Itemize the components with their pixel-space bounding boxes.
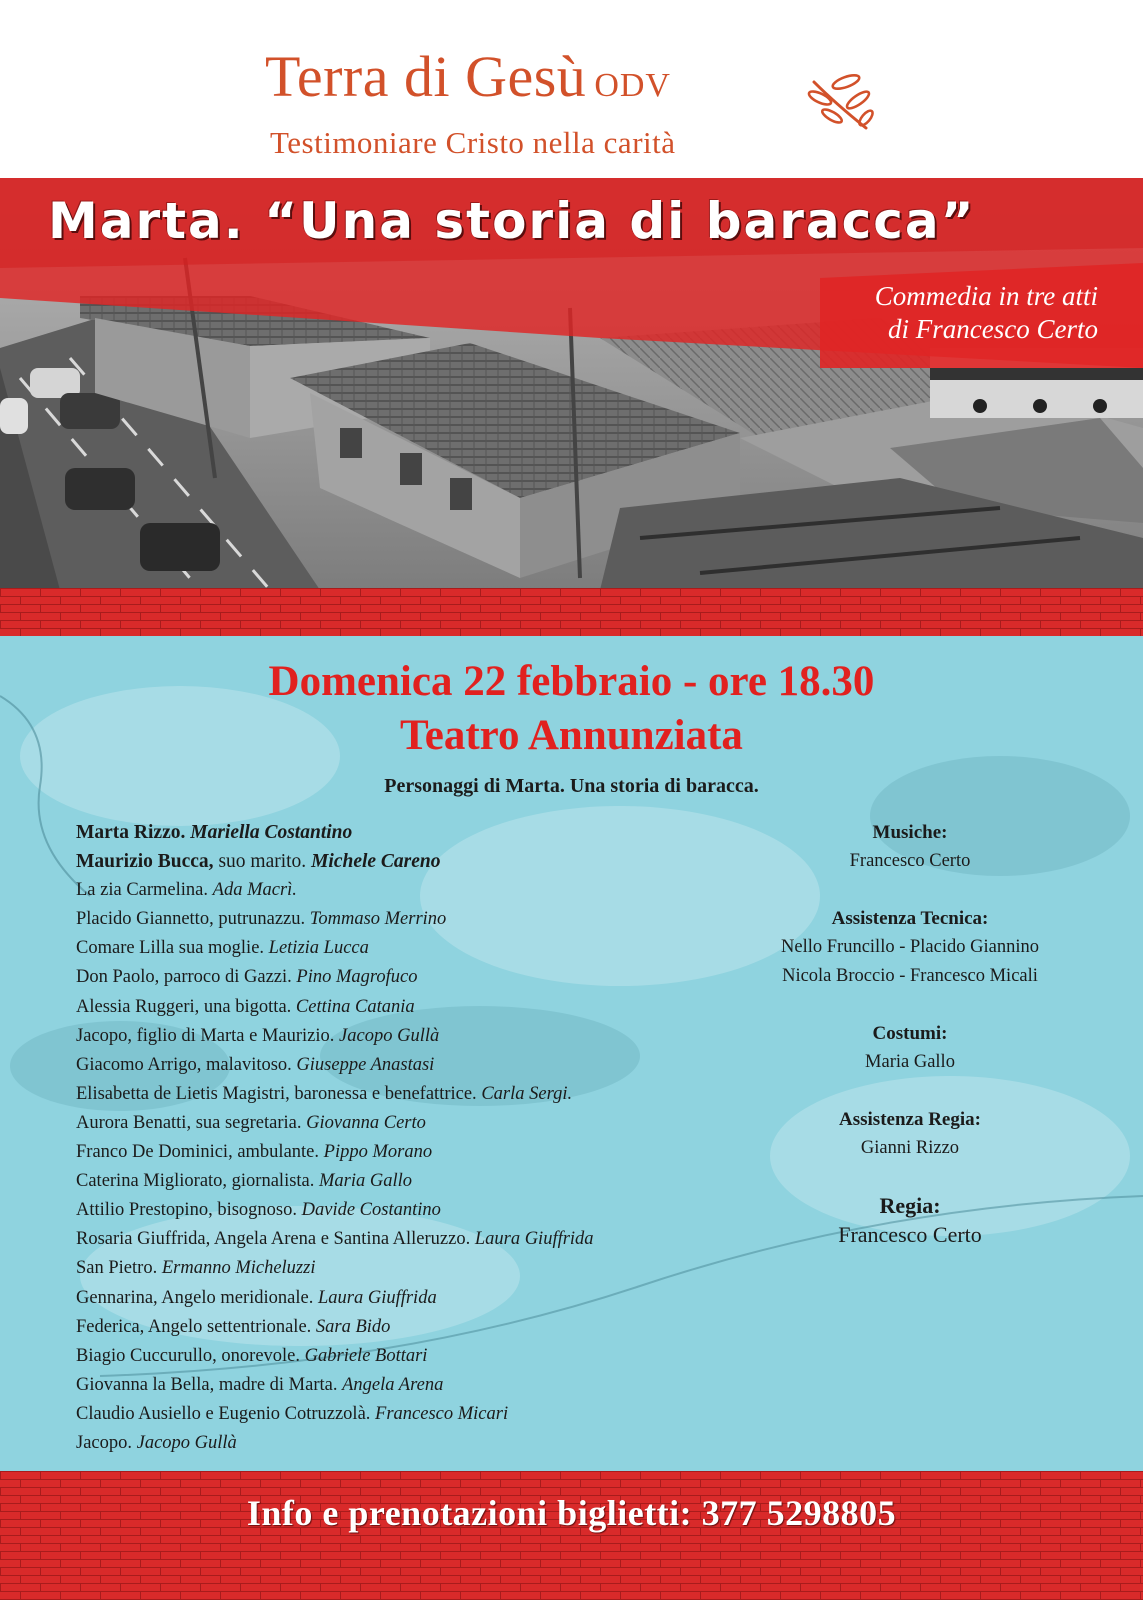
cast-row: Rosaria Giuffrida, Angela Arena e Santina Alleruzzo. Laura Giuffrida bbox=[76, 1229, 594, 1250]
show-title: Marta. “Una storia di baracca” bbox=[48, 192, 976, 250]
cast-row: Biagio Cuccurullo, onorevole. Gabriele Bottari bbox=[76, 1345, 428, 1366]
cast-row: Claudio Ausiello e Eugenio Cotruzzolà. Francesco Micari bbox=[76, 1403, 509, 1424]
cast-row: Giovanna la Bella, madre di Marta. Angela Arena bbox=[76, 1374, 444, 1395]
credit-director bbox=[720, 1191, 1100, 1249]
actor-name: Angela Arena bbox=[342, 1374, 444, 1395]
actor-name: Ada Macrì. bbox=[212, 880, 297, 901]
cast-row: La zia Carmelina. Ada Macrì. bbox=[76, 880, 297, 901]
actor-name: Pippo Morano bbox=[323, 1142, 433, 1163]
show-subtitle bbox=[678, 280, 1098, 346]
cast-row: Gennarina, Angelo meridionale. Laura Giuffrida bbox=[76, 1287, 437, 1308]
credit-line: Nello Fruncillo - Placido Giannino bbox=[781, 937, 1039, 957]
cast-row: Franco De Dominici, ambulante. Pippo Morano bbox=[76, 1142, 433, 1163]
actor-name: Francesco Micari bbox=[375, 1403, 509, 1424]
credit-line: Nicola Broccio - Francesco Micali bbox=[782, 966, 1038, 986]
credit-line: Maria Gallo bbox=[865, 1052, 955, 1072]
actor-name: Giuseppe Anastasi bbox=[296, 1054, 435, 1075]
cast-row: San Pietro. Ermanno Micheluzzi bbox=[76, 1258, 316, 1279]
actor-name: Jacopo Gullà bbox=[136, 1432, 237, 1453]
org-suffix: ODV bbox=[594, 67, 671, 104]
actor-name: Maria Gallo bbox=[319, 1171, 413, 1192]
credit-title: Musiche: bbox=[872, 822, 948, 843]
actor-name: Sara Bido bbox=[315, 1316, 391, 1337]
actor-name: Pino Magrofuco bbox=[296, 967, 418, 988]
credit-tech bbox=[720, 904, 1100, 991]
actor-name: Tommaso Merrino bbox=[309, 909, 447, 930]
actor-name: Mariella Costantino bbox=[190, 822, 353, 843]
actor-name: Cettina Catania bbox=[295, 996, 415, 1017]
cast-row: Jacopo. Jacopo Gullà bbox=[76, 1432, 237, 1453]
cast-row: Elisabetta de Lietis Magistri, baronessa e benefattrice. Carla Sergi. bbox=[76, 1083, 573, 1104]
credit-title: Regia: bbox=[879, 1193, 941, 1218]
booking-info: Info e prenotazioni biglietti: 377 5298805 bbox=[246, 1493, 897, 1533]
credit-title: Costumi: bbox=[872, 1023, 948, 1044]
olive-branch-icon bbox=[806, 68, 876, 134]
actor-name: Laura Giuffrida bbox=[317, 1287, 437, 1308]
actor-name: Laura Giuffrida bbox=[474, 1229, 594, 1250]
cast-row: Comare Lilla sua moglie. Letizia Lucca bbox=[76, 938, 369, 959]
cast-row: Don Paolo, parroco di Gazzi. Pino Magrofuco bbox=[76, 967, 418, 988]
event-venue: Teatro Annunziata bbox=[400, 712, 743, 759]
cast-row: Jacopo, figlio di Marta e Maurizio. Jacopo Gullà bbox=[76, 1025, 440, 1046]
actor-name: Ermanno Micheluzzi bbox=[161, 1258, 316, 1279]
cast-row: Placido Giannetto, putrunazzu. Tommaso Merrino bbox=[76, 909, 447, 930]
show-subtitle-line2: di Francesco Certo bbox=[888, 314, 1098, 344]
credit-line: Gianni Rizzo bbox=[860, 1138, 960, 1158]
credit-title: Assistenza Tecnica: bbox=[831, 908, 989, 929]
credits bbox=[720, 818, 1100, 1277]
cast-row: Federica, Angelo settentrionale. Sara Bido bbox=[76, 1316, 391, 1337]
actor-name: Michele Careno bbox=[311, 851, 441, 873]
actor-name: Jacopo Gullà bbox=[339, 1025, 440, 1046]
actor-name: Giovanna Certo bbox=[306, 1112, 426, 1133]
cast-row: Attilio Prestopino, bisognoso. Davide Costantino bbox=[76, 1200, 441, 1221]
brick-band-top bbox=[0, 588, 1143, 638]
event-date-time: Domenica 22 febbraio - ore 18.30 bbox=[268, 658, 875, 705]
cast-row: Alessia Ruggeri, una bigotta. Cettina Catania bbox=[76, 996, 415, 1017]
actor-name: Davide Costantino bbox=[301, 1200, 441, 1221]
cast-row: Marta Rizzo. Mariella Costantino bbox=[76, 822, 353, 843]
brick-band-bottom bbox=[0, 1471, 1143, 1600]
credit-assistant-director bbox=[720, 1105, 1100, 1163]
cast-row: Caterina Migliorato, giornalista. Maria Gallo bbox=[76, 1171, 413, 1192]
cast-row: Giacomo Arrigo, malavitoso. Giuseppe Anastasi bbox=[76, 1054, 435, 1075]
cast-list bbox=[76, 818, 776, 1458]
actor-name: Letizia Lucca bbox=[268, 938, 369, 959]
actor-name: Carla Sergi. bbox=[481, 1083, 573, 1104]
org-name: Terra di Gesù ODV bbox=[265, 44, 671, 109]
actor-name: Gabriele Bottari bbox=[304, 1345, 428, 1366]
cast-row: Aurora Benatti, sua segretaria. Giovanna Certo bbox=[76, 1112, 426, 1133]
header bbox=[0, 0, 1143, 178]
show-subtitle-line1: Commedia in tre atti bbox=[874, 281, 1098, 311]
credit-title: Assistenza Regia: bbox=[839, 1109, 981, 1130]
org-tagline: Testimoniare Cristo nella carità bbox=[270, 125, 676, 160]
credit-line: Francesco Certo bbox=[849, 851, 971, 871]
credit-music bbox=[720, 818, 1100, 876]
credit-line: Francesco Certo bbox=[838, 1222, 982, 1247]
cast-row: Maurizio Bucca, suo marito. Michele Careno bbox=[76, 851, 441, 873]
cast-heading: Personaggi di Marta. Una storia di baracca. bbox=[384, 775, 759, 797]
credit-costumes bbox=[720, 1019, 1100, 1077]
